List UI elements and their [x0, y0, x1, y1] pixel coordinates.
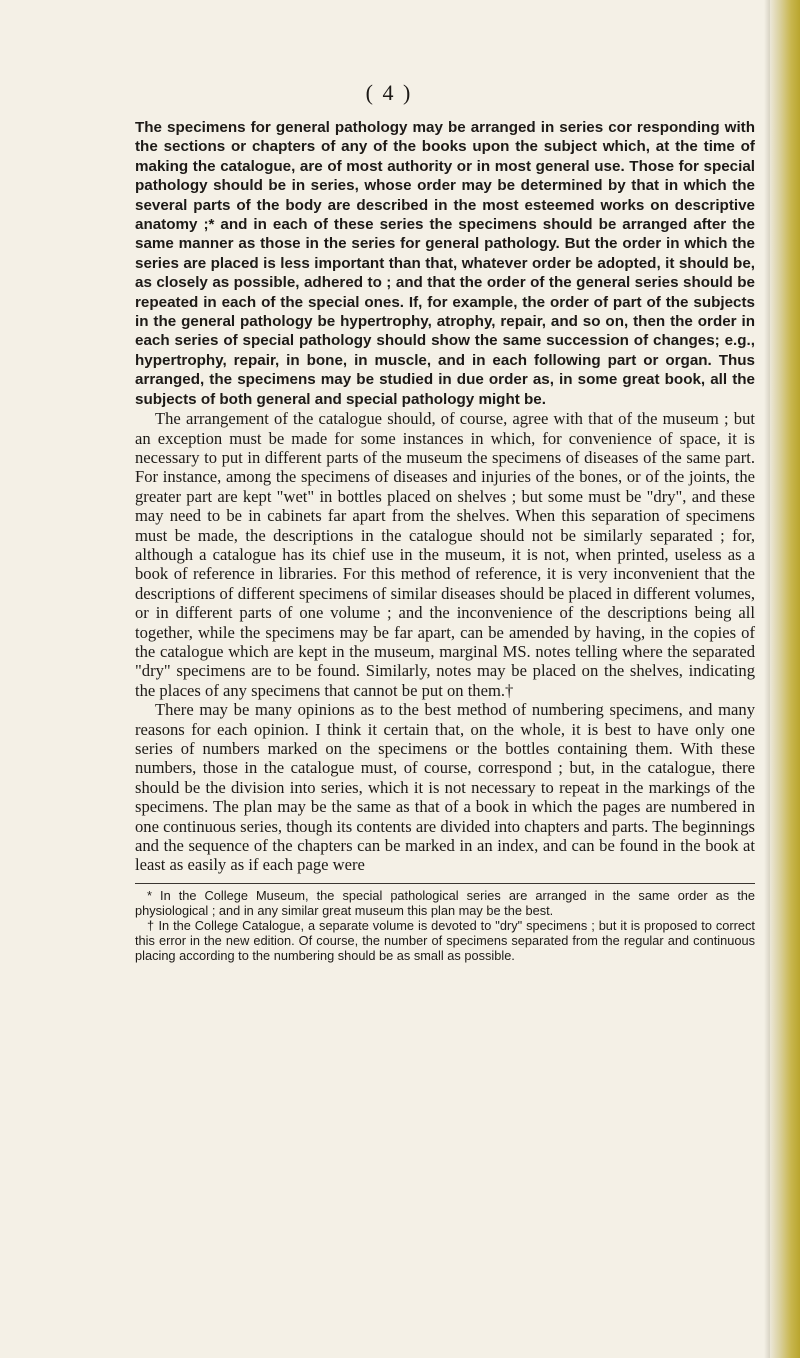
footnote-divider: [135, 883, 755, 884]
footnote-1: * In the College Museum, the special pathological series are arranged in the same order as the physiological ; and in any similar great museum this plan may be the best.: [135, 887, 755, 918]
body-text: [135, 118, 755, 963]
page-edge: [770, 0, 800, 1358]
paragraph-1: The specimens for general pathology may be arranged in series cor responding with the sections or chapters of any of the books upon the subject which, at the time of making the catalogue, are of most authority or in most general use. Those for special pathology should be in series, whose order may be determined by that in which the several parts of the body are described in the most esteemed works on descriptive anatomy ;* and in each of these series the specimens should be arranged after the same manner as those in the series for general pathology. But the order in which the series are placed is less important than that, whatever order be adopted, it should be, as closely as possible, adhered to ; and that the order of the general series should be repeated in each of the special ones. If, for example, the order of part of the subjects in the general pathology be hypertrophy, atrophy, repair, and so on, then the order in each series of special pathology should show the same succession of changes; e.g., hypertrophy, repair, in bone, in muscle, and in each following part or organ. Thus arranged, the specimens may be studied in due order as, in some great book, all the subjects of both general and special pathology might be.: [135, 119, 755, 408]
page-number: ( 4 ): [365, 80, 413, 105]
paragraph-2: The arrangement of the catalogue should, of course, agree with that of the museum ; but an exception must be made for some instances in which, for convenience of space, it is necessary to put in different parts of the museum the specimens of diseases of the same part. For instance, among the specimens of diseases and injuries of the bones, or of the joints, the greater part are kept "wet" in bottles placed on shelves ; but some must be "dry", and these may need to be in cabinets far apart from the shelves. When this separation of specimens must be made, the descriptions in the catalogue should not be similarly separated ; for, although a catalogue has its chief use in the museum, it is not, when printed, useless as a book of reference in libraries. For this method of reference, it is very inconvenient that the descriptions of different specimens of similar diseases should be placed in different volumes, or in different parts of one volume ; and the inconvenience of the descriptions being all together, while the specimens may be far apart, can be amended by having, in the copies of the catalogue which are kept in the museum, marginal MS. notes telling where the separated "dry" specimens are to be found. Similarly, notes may be placed on the shelves, indicating the places of any specimens that cannot be put on them.†: [135, 409, 755, 700]
paragraph-3: There may be many opinions as to the best method of numbering specimens, and many reasons for each opinion. I think it certain that, on the whole, it is best to have only one series of numbers marked on the specimens or the bottles containing them. With these numbers, those in the catalogue must, of course, correspond ; but, in the catalogue, there should be the division into series, which it is not necessary to repeat in the markings of the specimens. The plan may be the same as that of a book in which the pages are numbered in one continuous series, though its contents are divided into chapters and parts. The beginnings and the sequence of the chapters can be marked in an index, and can be found in the book at least as easily as if each page were: [135, 700, 755, 875]
footnote-2: † In the College Catalogue, a separate volume is devoted to "dry" specimens ; but it is proposed to correct this error in the new edition. Of course, the number of specimens separated from the regular and continuous placing according to the numbering should be as small as possible.: [135, 917, 755, 963]
